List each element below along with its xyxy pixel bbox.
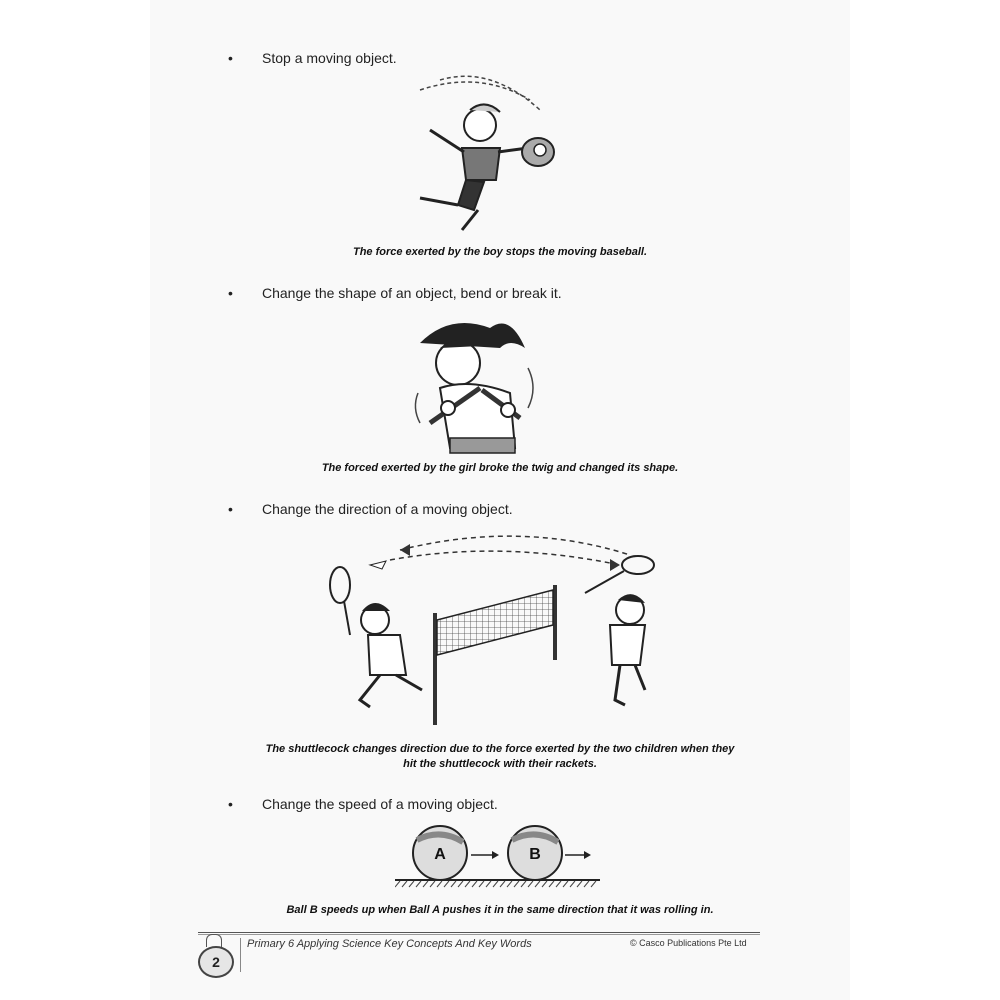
section-heading: Change the speed of a moving object. xyxy=(262,796,498,812)
caption-line-2: hit the shuttlecock with their rackets. xyxy=(403,758,597,770)
girl-breaking-twig-illustration xyxy=(410,308,550,458)
bullet-dot: • xyxy=(228,285,233,301)
footer-book-title: Primary 6 Applying Science Key Concepts And Key Words xyxy=(247,938,532,950)
footer-rule xyxy=(198,932,760,933)
caption-change-shape: The forced exerted by the girl broke the twig and changed its shape. xyxy=(321,462,679,474)
boy-catching-baseball-illustration xyxy=(400,70,570,240)
footer-divider xyxy=(240,938,241,972)
balls-speed-illustration xyxy=(395,820,605,890)
caption-line-1: The shuttlecock changes direction due to the force exerted by the two children when they xyxy=(265,743,735,755)
footer-rule-thin xyxy=(198,934,760,935)
section-heading: Change the shape of an object, bend or break it. xyxy=(262,285,562,301)
caption-stop-object: The force exerted by the boy stops the moving baseball. xyxy=(352,246,647,258)
footer-copyright: © Casco Publications Pte Ltd xyxy=(630,938,747,948)
bullet-change-shape xyxy=(228,285,562,301)
section-heading: Stop a moving object. xyxy=(262,50,397,66)
bullet-change-speed xyxy=(228,796,498,812)
caption-change-direction xyxy=(200,742,800,772)
bullet-change-direction xyxy=(228,501,513,517)
bullet-dot: • xyxy=(228,501,233,517)
bullet-stop-object xyxy=(228,50,397,66)
page-number-badge: 2 xyxy=(198,946,234,978)
caption-change-speed: Ball B speeds up when Ball A pushes it in the same direction that it was rolling in. xyxy=(286,904,714,916)
bullet-dot: • xyxy=(228,50,233,66)
section-heading: Change the direction of a moving object. xyxy=(262,501,513,517)
badminton-illustration xyxy=(320,525,670,735)
ball-b-label: B xyxy=(529,846,541,863)
ball-a-label: A xyxy=(434,846,446,863)
bullet-dot: • xyxy=(228,796,233,812)
